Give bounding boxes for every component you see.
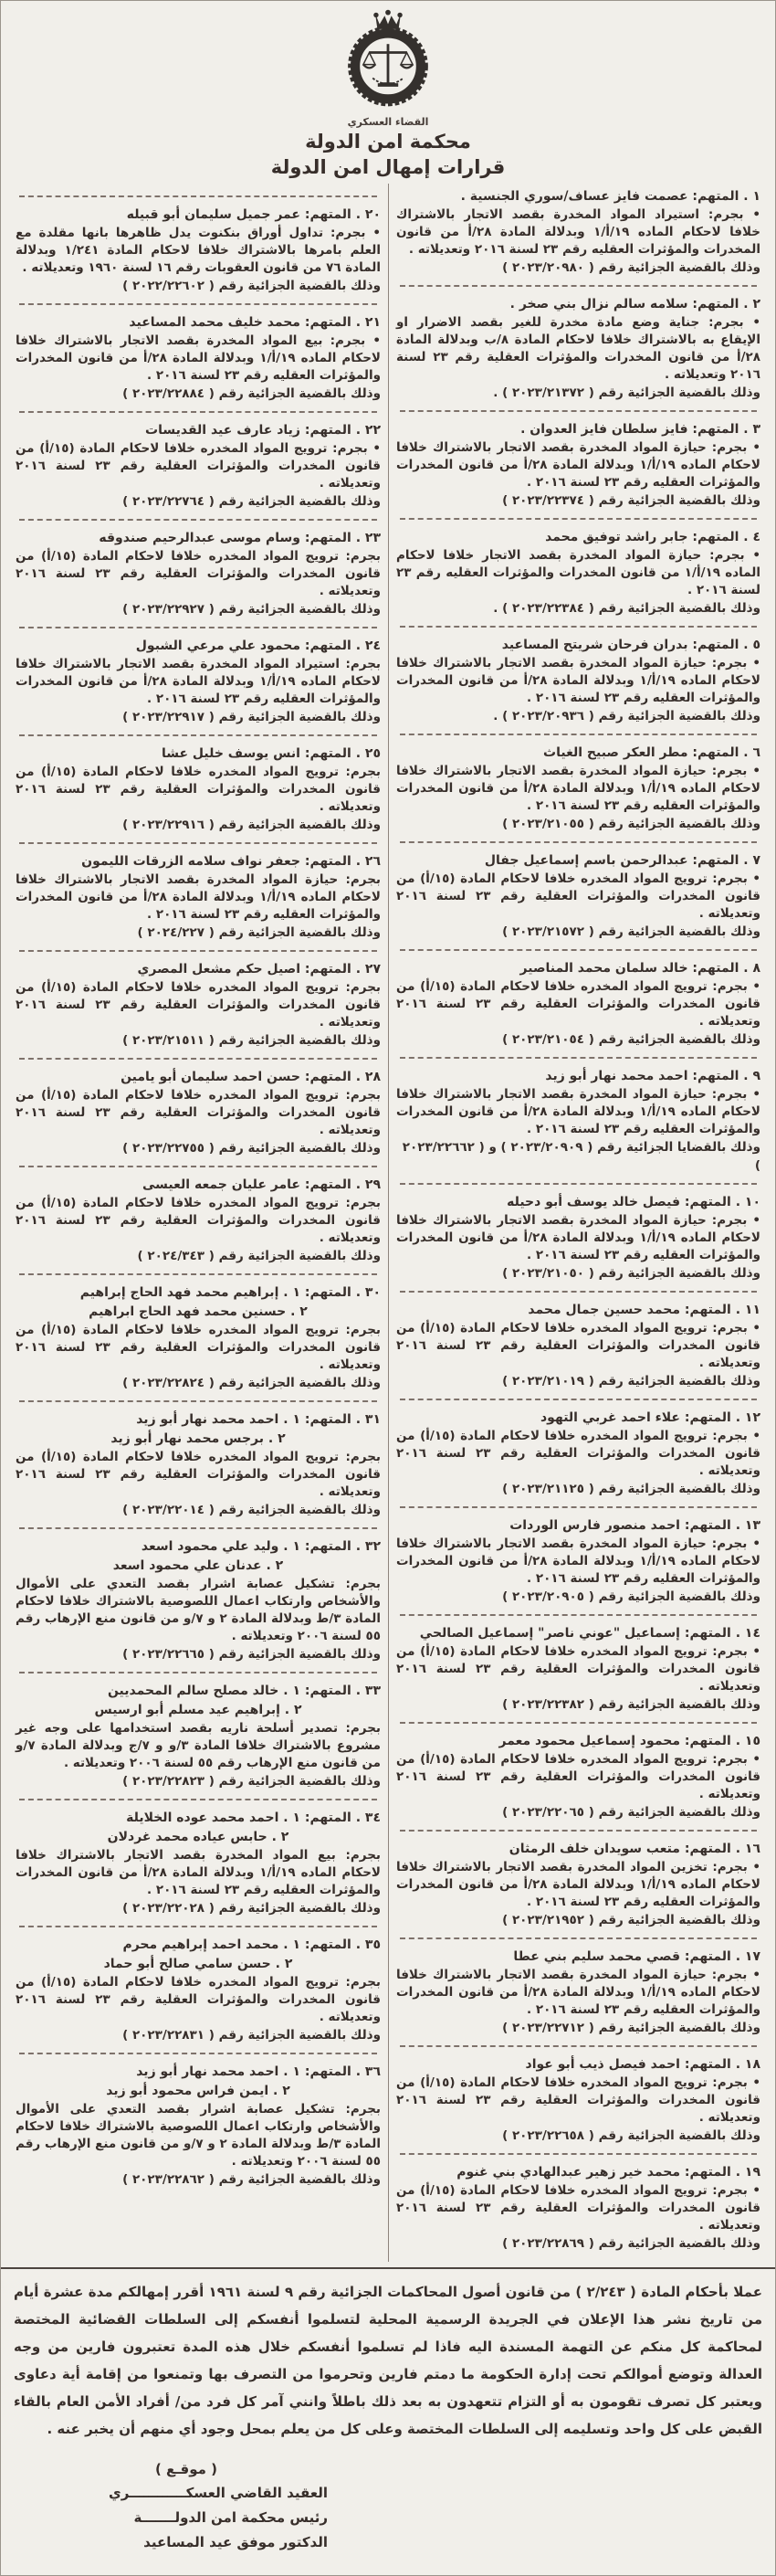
entry-separator [19,734,377,736]
defendant-entry [396,2163,760,2253]
signature-position: رئيس محكمة امن الدولـــــــة [133,2509,328,2526]
case-number-line: وذلك بالقضية الجزائية رقم ( ٢٠٢٣/٢٢٨٣١ ) [122,2028,381,2043]
case-number-line: وذلك بالقضية الجزائية رقم ( ٢٠٢٣/٢١٠١٩ ) [502,1374,760,1388]
defendant-name-line: ٢٣ . المتهم: وسام موسى عبدالرحيم صندوقه [99,531,381,545]
charge-text: بجرم: تشكيل عصابة اشرار بقصد التعدي على الأموال والأشخاص وارتكاب اعمال اللصوصية بالاشتراك خلافا لاحكام المادة ٣/ط وبدلالة المادة ٢ و ٧/و من قانون منع الإرهاب رقم ٥٥ لسنة ٢٠٠٦ وتعديلاته . [16,2102,381,2169]
entry-separator [400,2153,757,2155]
defendant-name-line: ٢٩ . المتهم: عامر عليان جمعه العيسى [142,1177,381,1192]
case-number-line: وذلك بالقضية الجزائية رقم ( ٢٠٢٣/٢١٥١١ ) [122,1033,381,1048]
defendant-extra-name: ٢ . حسنين محمد فهد الحاج ابراهيم [89,1304,308,1319]
defendant-name-line: ٤ . المتهم: جابر راشد توفيق محمد [545,530,760,544]
defendant-name-line: ١٤ . المتهم: إسماعيل "عوني ناصر" إسماعيل الصالحي [419,1626,760,1641]
defendant-entry [16,313,381,403]
defendant-name-line: ٣٥ . المتهم: ١ . محمد احمد إبراهيم محرم [122,1937,381,1952]
entry-separator [400,1830,757,1832]
charge-text: بجرم: ترويج المواد المخدره خلافا لاحكام المادة (١٥/أ) من قانون المخدرات والمؤثرات العقلية رقم ٢٣ لسنة ٢٠١٦ وتعديلاته . [16,980,382,1029]
entry-separator [400,285,757,287]
case-number-line: وذلك بالقضية الجزائية رقم ( ٢٠٢٣/٢١٣٧٢ ) . [493,385,760,400]
defendant-entry [16,852,381,942]
case-number-line: وذلك بالقضية الجزائية رقم ( ٢٠٢٣/٢١٩٥٢ ) [502,1913,760,1927]
defendant-entry [396,1409,760,1498]
case-number-line: وذلك بالقضية الجزائية رقم ( ٢٠٢٣/٢٢٨٢٤ ) [122,1376,381,1390]
defendant-entry [16,1537,381,1663]
case-number-line: وذلك بالقضية الجزائية رقم ( ٢٠٢٣/٢٢٣٨٤ ) . [493,601,760,616]
defendant-name-line: ٣١ . المتهم: ١ . احمد محمد نهار أبو زيد [136,1412,381,1427]
entry-separator [19,195,377,197]
case-number-line: وذلك بالقضية الجزائية رقم ( ٢٠٢٢/٢٢٦٠٢ ) [122,279,381,293]
case-number-line: وذلك بالقضية الجزائية رقم ( ٢٠٢٤/٢٢٧ ) [137,925,381,940]
case-number-line: وذلك بالقضية الجزائية رقم ( ٢٠٢٣/٢٢٧١٢ ) [502,2021,760,2035]
case-number-line: وذلك بالقضية الجزائية رقم ( ٢٠٢٣/٢١٠٥٤ ) [502,1032,760,1047]
charge-text: • بجرم: حيازة المواد المخدرة بقصد الاتجار خلافا لاحكام الماده ١٩/أ/١ من قانون المخدرات والمؤثرات العقليه رقم ٢٣ لسنة ٢٠١٦ . [396,548,760,597]
case-number-line: وذلك بالقضية الجزائية رقم ( ٢٠٢٣/٢١١٢٥ ) [502,1482,760,1496]
defendant-entry [16,1410,381,1519]
case-number-line: وذلك بالقضية الجزائية رقم ( ٢٠٢٣/٢١٥٧٢ ) [502,924,760,939]
charge-text: • بجرم: ترويج المواد المخدره خلافا لاحكام المادة (١٥/أ) من قانون المخدرات والمؤثرات العقلية رقم ٢٣ لسنة ٢٠١٦ وتعديلاته . [396,871,761,921]
charge-text: • بجرم: ترويج المواد المخدره خلافا لاحكام المادة (١٥/أ) من قانون المخدرات والمؤثرات العقلية رقم ٢٣ لسنة ٢٠١٦ وتعديلاته . [396,979,761,1029]
case-number-line: وذلك بالقضية الجزائية رقم ( ٢٠٢٣/٢٠٩٨٠ ) [502,260,760,275]
entry-separator [19,627,377,628]
charge-text: • بجرم: ترويج المواد المخدره خلافا لاحكام المادة (١٥/أ) من قانون المخدرات والمؤثرات العقلية رقم ٢٣ لسنة ٢٠١٦ وتعديلاته . [396,1644,761,1694]
case-number-line: وذلك بالقضية الجزائية رقم ( ٢٠٢٣/٢١٠٥٠ ) [502,1266,760,1281]
military-judiciary-calligraphy: القضاء العسكري [347,116,429,128]
defendant-extra-name: ٢ . برجس محمد نهار أبو زيد [110,1431,286,1446]
entry-separator [400,949,757,951]
case-number-line: وذلك بالقضية الجزائية رقم ( ٢٠٢٣/٢٢٠١٤ ) [122,1503,381,1517]
defendant-name-line: ٢٨ . المتهم: حسن احمد سليمان أبو يامين [121,1070,381,1084]
defendant-name-line: ٨ . المتهم: خالد سلمان محمد المناصير [519,961,760,976]
charge-text: • بجرم: ترويج المواد المخدره خلافا لاحكام المادة (١٥/أ) من قانون المخدرات والمؤثرات العقلية رقم ٢٣ لسنة ٢٠١٦ وتعديلاته . [396,1321,761,1370]
defendant-name-line: ١٠ . المتهم: فيصل خالد يوسف أبو دحيله [507,1195,760,1209]
charge-text: بجرم: ترويج المواد المخدره خلافا لاحكام المادة (١٥/أ) من قانون المخدرات والمؤثرات العقلية رقم ٢٣ لسنة ٢٠١٦ وتعديلاته . [16,1196,382,1245]
entry-separator [19,303,377,305]
entry-separator [400,1291,757,1293]
entry-separator [19,1527,377,1529]
case-number-line: وذلك بالقضية الجزائية رقم ( ٢٠٢٣/٢٢٩١٧ ) [122,710,381,724]
entry-separator [19,1058,377,1060]
defendant-name-line: ٦ . المتهم: مطر العكر صبيح الغياث [543,745,760,760]
scales-of-justice-emblem [337,8,439,114]
case-number-line: وذلك بالقضية الجزائية رقم ( ٢٠٢٣/٢٢٩٢٧ ) [122,602,381,617]
case-number-line: وذلك بالقضية الجزائية رقم ( ٢٠٢٣/٢٢٣٨٢ ) [502,1697,760,1712]
defendant-name-line: ٥ . المتهم: بدران فرحان شريتح المساعيد [501,638,760,652]
entry-separator [19,842,377,844]
defendant-extra-name: ٢ . حابس عياده محمد غردلان [107,1830,289,1844]
defendant-extra-name: ٢ . إبراهيم عيد مسلم أبو ارسيس [94,1703,302,1717]
entry-separator [400,2045,757,2047]
charge-text: • بجرم: استيراد المواد المخدرة بقصد الاتجار بالاشتراك خلافا لاحكام الماده ١٩/أ/١ وبدلالة المادة ٢٨/أ من قانون المخدرات والمؤثرات العقليه رقم ٢٣ لسنة ٢٠١٦ وتعديلاته . [396,207,760,257]
case-number-line: وذلك بالقضية الجزائية رقم ( ٢٠٢٣/٢٢٣٧٤ ) [502,493,760,508]
defendant-entry [396,1301,760,1390]
charge-text: • بجرم: ترويج المواد المخدره خلافا لاحكام المادة (١٥/أ) من قانون المخدرات والمؤثرات العقلية رقم ٢٣ لسنة ٢٠١٦ وتعديلاته . [396,1752,761,1801]
charge-text: • بجرم: ترويج المواد المخدره خلافا لاحكام المادة (١٥/أ) من قانون المخدرات والمؤثرات العقلية رقم ٢٣ لسنة ٢٠١٦ وتعديلاته . [396,2075,761,2125]
case-number-line: وذلك بالقضية الجزائية رقم ( ٢٠٢٣/٢٠٩٠٥ ) [502,1589,760,1604]
defendant-entry [396,420,760,510]
charge-text: بجرم: ترويج المواد المخدره خلافا لاحكام المادة (١٥/أ) من قانون المخدرات والمؤثرات العقلية رقم ٢٣ لسنة ٢٠١٦ وتعديلاته . [16,549,382,598]
entry-separator [19,411,377,413]
court-title: محكمة امن الدولة [305,131,471,153]
case-number-line: وذلك بالقضية الجزائية رقم ( ٢٠٢٣/٢٢٨٦٩ ) [502,2236,760,2251]
entry-separator [400,1183,757,1185]
defendant-name-line: ٢٦ . المتهم: جعفر نواف سلامه الزرقات الليمون [81,854,381,869]
charge-text: بجرم: تشكيل عصابة اشرار بقصد التعدي على الأموال والأشخاص وارتكاب اعمال اللصوصية بالاشتراك خلافا لاحكام المادة ٣/ط وبدلالة المادة ٢ و ٧/و من قانون منع الإرهاب رقم ٥٥ لسنة ٢٠٠٦ وتعديلاته . [16,1577,381,1643]
defendant-entry [396,2055,760,2145]
defendant-name-line: ٣٤ . المتهم: ١ . احمد محمد عوده الخلايلة [126,1811,381,1825]
case-number-line: وذلك بالقضية الجزائية رقم ( ٢٠٢٣/٢٢٠٢٨ ) [122,1901,381,1916]
defendant-entry [396,528,760,618]
defendant-entry [16,637,381,726]
entry-separator [400,1506,757,1508]
defendant-entry [396,295,760,402]
charge-text: • بجرم: حيازة المواد المخدرة بقصد الاتجار بالاشتراك خلافا لاحكام الماده ١٩/أ/١ وبدلالة المادة ٢٨/أ من قانون المخدرات والمؤثرات العقليه رقم ٢٣ لسنة ٢٠١٦ . [396,656,760,705]
defendant-entry [16,2063,381,2189]
defendant-name-line: ١٥ . المتهم: محمود إسماعيل محمود معمر [498,1734,760,1748]
defendant-name-line: ٣٠ . المتهم: ١ . إبراهيم محمد فهد الحاج إبراهيم [79,1285,381,1300]
signature-rank: العقيد القاضي العسكــــــــــــري [109,2485,328,2501]
charge-text: • بجرم: حيازة المواد المخدرة بقصد الاتجار بالاشتراك خلافا لاحكام الماده ١٩/أ/١ وبدلالة المادة ٢٨/أ من قانون المخدرات والمؤثرات العقليه رقم ٢٣ لسنة ٢٠١٦ . [396,1213,760,1262]
charge-text: • بجرم: جناية وضع مادة مخدرة للغير بقصد الاضرار او الإيقاع به بالاشتراك خلافا لاحكام المادة ٨/ب وبدلالة المادة ٢٨/أ من قانون المخدرات والمؤثرات العقلية رقم ٢٣ لسنة ٢٠١٦ وتعديلاته . [396,315,760,382]
entry-separator [400,1937,757,1939]
entry-separator [19,1273,377,1275]
entry-separator [400,1614,757,1616]
charge-text: بجرم: حيازة المواد المخدرة بقصد الاتجار بالاشتراك خلافا لاحكام الماده ١٩/أ/١ وبدلالة المادة ٢٨/أ من قانون المخدرات والمؤثرات العقليه رقم ٢٣ لسنة ٢٠١٦ . [16,872,381,922]
case-number-line: وذلك بالقضية الجزائية رقم ( ٢٠٢٣/٢٢٧٥٥ ) [122,1141,381,1156]
case-number-line: وذلك بالقضية الجزائية رقم ( ٢٠٢٤/٣٤٣ ) [137,1249,381,1263]
defendant-entry [396,851,760,941]
entry-separator [19,1672,377,1673]
charge-text: • بجرم: حيازة المواد المخدرة بقصد الاتجار بالاشتراك خلافا لاحكام الماده ١٩/أ/١ وبدلالة المادة ٢٨/أ من قانون المخدرات والمؤثرات العقليه رقم ٢٣ لسنة ٢٠١٦ . [396,440,760,490]
entry-separator [400,1057,757,1059]
charge-text: • بجرم: ترويج المواد المخدره خلافا لاحكام المادة (١٥/أ) من قانون المخدرات والمؤثرات العقلية رقم ٢٣ لسنة ٢٠١٦ وتعديلاته . [396,1429,761,1478]
defendant-entry [16,421,381,511]
charge-text: بجرم: تصدير أسلحة ناريه بقصد استخدامها على وجه غير مشروع بالاشتراك خلافا المادة ٣/و و ٧/ج وبدلالة المادة ٧/و من قانون منع الإرهاب رقم ٥٥ لسنة ٢٠٠٦ وتعديلاته . [16,1721,381,1770]
defendant-name-line: ٣ . المتهم: فايز سلطان فايز العدوان . [520,422,760,437]
charge-text: • بجرم: تخزين المواد المخدرة بقصد الاتجار بالاشتراك خلافا لاحكام الماده ١٩/أ/١ وبدلالة المادة ٢٨/أ من قانون المخدرات والمؤثرات العقليه رقم ٢٣ لسنة ٢٠١٦ . [396,1860,760,1909]
entry-separator [400,841,757,843]
defendant-entry [16,1809,381,1917]
notice-columns [1,184,775,2262]
defendant-name-line: ١٧ . المتهم: قصي محمد سليم بني عطا [513,1949,760,1964]
entry-separator [19,1166,377,1167]
entry-separator [19,519,377,521]
defendant-entry [16,1176,381,1265]
case-number-line: وذلك بالقضية الجزائية رقم ( ٢٠٢٣/٢٢٨٢٣ ) [122,1774,381,1789]
defendant-name-line: ١ . المتهم: عصمت فايز عساف/سوري الجنسية . [460,189,760,204]
charge-text: • بجرم: تداول أوراق بنكنوت يدل ظاهرها بانها مقلدة مع العلم بامرها بالاشتراك خلافا لاحكام المادة ١/٢٤١ وبدلالة المادة ٧٦ من قانون العقوبات رقم ١٦ لسنة ١٩٦٠ وتعديلاته . [16,226,381,275]
defendant-name-line: ١٩ . المتهم: محمد خير زهير عبدالهادي بني غنوم [456,2165,760,2180]
defendant-entry [396,1948,760,2037]
entry-separator [19,2053,377,2054]
entry-separator [400,1399,757,1400]
charge-text: بجرم: ترويج المواد المخدره خلافا لاحكام المادة (١٥/أ) من قانون المخدرات والمؤثرات العقلية رقم ٢٣ لسنة ٢٠١٦ وتعديلاته . [16,1975,382,2024]
case-number-line: وذلك بالقضية الجزائية رقم ( ٢٠٢٣/٢١٠٥٥ ) [502,817,760,831]
defendant-name-line: ١٣ . المتهم: احمد منصور فارس الوردات [509,1518,760,1533]
charge-text: • بجرم: حيازة المواد المخدرة بقصد الاتجار بالاشتراك خلافا لاحكام الماده ١٩/أ/١ وبدلالة المادة ٢٨/أ من قانون المخدرات والمؤثرات العقليه رقم ٢٣ لسنة ٢٠١٦ . [396,1968,760,2017]
entry-separator [19,1400,377,1402]
defendant-entry [16,1283,381,1392]
defendant-name-line: ٢٠ . المتهم: عمر جميل سليمان أبو قبيله [126,207,381,222]
defendant-entry [396,636,760,725]
case-number-line: وذلك بالقضية الجزائية رقم ( ٢٠٢٣/٢٢٦٦٥ ) [122,1647,381,1662]
entry-separator [400,1722,757,1724]
charge-text: • بجرم: ترويج المواد المخدره خلافا لاحكام المادة (١٥/أ) من قانون المخدرات والمؤثرات العقلية رقم ٢٣ لسنة ٢٠١٦ وتعديلاته . [16,441,382,491]
defendant-entry [396,959,760,1049]
case-number-line: وذلك بالقضية الجزائية رقم ( ٢٠٢٣/٢٢٨٨٤ ) [122,386,381,401]
defendant-extra-name: ٢ . ايمن فراس محمود أبو زيد [106,2084,290,2098]
notice-subtitle: قرارات إمهال امن الدولة [270,156,506,178]
defendant-name-line: ٢٢ . المتهم: زياد عارف عيد القديسات [145,423,381,438]
signature-stamp-label: ( موقـع ) [154,2461,218,2477]
charge-text: بجرم: ترويج المواد المخدره خلافا لاحكام المادة (١٥/أ) من قانون المخدرات والمؤثرات العقلية رقم ٢٣ لسنة ٢٠١٦ وتعديلاته . [16,1323,382,1372]
defendant-entry [396,744,760,833]
charge-text: • بجرم: حيازة المواد المخدرة بقصد الاتجار بالاشتراك خلافا لاحكام الماده ١٩/أ/١ وبدلالة المادة ٢٨/أ من قانون المخدرات والمؤثرات العقليه رقم ٢٣ لسنة ٢٠١٦ . [396,1536,760,1586]
defendant-name-line: ٣٢ . المتهم: ١ . وليد علي محمود اسعد [141,1539,381,1554]
defendant-entry [16,1068,381,1157]
charge-text: بجرم: ترويج المواد المخدره خلافا لاحكام المادة (١٥/أ) من قانون المخدرات والمؤثرات العقلية رقم ٢٣ لسنة ٢٠١٦ وتعديلاته . [16,765,382,814]
column-entries-1-19 [388,184,768,2262]
defendant-entry [16,1936,381,2044]
defendant-entry [396,1840,760,1929]
defendant-name-line: ٢١ . المتهم: محمد خليف محمد المساعيد [129,315,381,330]
column-entries-20-36 [8,184,388,2262]
case-number-line: وذلك بالقضية الجزائية رقم ( ٢٠٢٣/٢٢٧٦٤ ) [122,494,381,509]
legal-footer-paragraph: عملا بأحكام المادة ( ٢/٢٤٣ ) من قانون أصول المحاكمات الجزائية رقم ٩ لسنة ١٩٦١ أقرر إمهالكم مدة عشرة أيام من تاريخ نشر هذا الإعلان في الجريدة الرسمية المحلية لتسلموا أنفسكم إلى السلطات القضائية المختصة لمحاكمة كل منكم عن التهمة المسندة اليه فاذا لم تسلموا أنفسكم خلال هذه المدة تعتبرون فارين من وجه العدالة وتوضع أموالكم تحت إدارة الحكومة ما دمتم فارين وتحرموا من التصرف بها وتمنعوا من إقامة أية دعاوى ويعتبر كل تصرف تقومون به أو التزام تتعهدون به بعد ذلك باطلاً وانني آمر كل فرد من/ أفراد الأمن العام بالقاء القبض على كل واحد وتسليمه إلى السلطات المختصة وعلى كل من يعلم بمحل وجود أي منهم أن يخبر عنه . [1,2267,775,2454]
case-number-line: وذلك بالقضية الجزائية رقم ( ٢٠٢٣/٢٢٠٦٥ ) [502,1805,760,1820]
charge-text: بجرم: ترويج المواد المخدره خلافا لاحكام المادة (١٥/أ) من قانون المخدرات والمؤثرات العقلية رقم ٢٣ لسنة ٢٠١٦ وتعديلاته . [16,1450,382,1499]
charge-text: • بجرم: حيازة المواد المخدرة بقصد الاتجار بالاشتراك خلافا لاحكام الماده ١٩/أ/١ وبدلالة المادة ٢٨/أ من قانون المخدرات والمؤثرات العقليه رقم ٢٣ لسنة ٢٠١٦ . [396,764,760,813]
defendant-entry [396,1067,760,1175]
entry-separator [400,626,757,628]
defendant-entry [396,1516,760,1606]
charge-text: • بجرم: بيع المواد المخدرة بقصد الاتجار بالاشتراك خلافا لاحكام الماده ١٩/أ/١ وبدلالة المادة ٢٨/أ من قانون المخدرات والمؤثرات العقليه رقم ٢٣ لسنة ٢٠١٦ . [16,333,381,383]
case-number-line: وذلك بالقضايا الجزائية رقم ( ٢٠٢٣/٢٠٩٠٩ ) و ( ٢٠٢٣/٢٢٦٦٢ ) [402,1140,760,1173]
entry-separator [400,518,757,520]
case-number-line: وذلك بالقضية الجزائية رقم ( ٢٠٢٣/٢٢٩١٦ ) [122,818,381,832]
entry-separator [19,950,377,952]
defendant-name-line: ٢٧ . المتهم: اصيل حكم مشعل المصري [137,962,381,977]
defendant-entry [16,529,381,618]
charge-text: بجرم: استيراد المواد المخدرة بقصد الاتجار بالاشتراك خلافا لاحكام الماده ١٩/أ/١ وبدلالة المادة ٢٨/أ من قانون المخدرات والمؤثرات العقليه رقم ٢٣ لسنة ٢٠١٦ . [16,657,381,706]
defendant-entry [16,960,381,1050]
entry-separator [19,1799,377,1800]
defendant-name-line: ٩ . المتهم: احمد محمد نهار أبو زيد [545,1069,760,1083]
defendant-name-line: ٢٥ . المتهم: انس يوسف خليل عشا [161,746,381,761]
case-number-line: وذلك بالقضية الجزائية رقم ( ٢٠٢٣/٢٢٨٦٢ ) [122,2172,381,2187]
defendant-entry [396,1624,760,1714]
defendant-name-line: ٢٤ . المتهم: محمود علي مرعي الشبول [135,639,381,653]
charge-text: • بجرم: حيازة المواد المخدرة بقصد الاتجار بالاشتراك خلافا لاحكام الماده ١٩/أ/١ وبدلالة المادة ٢٨/أ من قانون المخدرات والمؤثرات العقليه رقم ٢٣ لسنة ٢٠١٦ . [396,1087,760,1136]
defendant-name-line: ٢ . المتهم: سلامه سالم نزال بني صخر . [509,297,760,311]
charge-text: بجرم: بيع المواد المخدرة بقصد الاتجار بالاشتراك خلافا لاحكام الماده ١٩/أ/١ وبدلالة المادة ٢٨/أ من قانون المخدرات والمؤثرات العقليه رقم ٢٣ لسنة ٢٠١٦ . [16,1848,381,1897]
defendant-extra-name: ٢ . حسن سامي صالح أبو حماد [103,1957,293,1971]
defendant-name-line: ١١ . المتهم: محمد حسين جمال محمد [528,1303,760,1317]
entry-separator [400,734,757,735]
defendant-extra-name: ٢ . عدنان علي محمود اسعد [112,1558,284,1573]
defendant-name-line: ٣٦ . المتهم: ١ . احمد محمد نهار أبو زيد [136,2064,381,2079]
defendant-entry [396,187,760,277]
defendant-name-line: ١٢ . المتهم: علاء احمد غربي التهود [540,1410,760,1425]
defendant-name-line: ٣٣ . المتهم: ١ . خالد مصلح سالم المحمديين [107,1684,381,1698]
case-number-line: وذلك بالقضية الجزائية رقم ( ٢٠٢٣/٢٠٩٣٦ ) . [493,709,760,723]
charge-text: • بجرم: ترويج المواد المخدره خلافا لاحكام المادة (١٥/أ) من قانون المخدرات والمؤثرات العقلية رقم ٢٣ لسنة ٢٠١٦ وتعديلاته . [396,2183,761,2233]
signature-name: الدكتور موفق عيد المساعيد [143,2534,328,2550]
notice-header [1,1,775,178]
charge-text: بجرم: ترويج المواد المخدره خلافا لاحكام المادة (١٥/أ) من قانون المخدرات والمؤثرات العقلية رقم ٢٣ لسنة ٢٠١٦ وتعديلاته . [16,1088,382,1137]
entry-separator [19,1926,377,1927]
defendant-name-line: ٧ . المتهم: عبدالرحمن باسم إسماعيل جفال [484,853,760,868]
defendant-entry [16,744,381,834]
signature-inner [45,2457,328,2555]
defendant-entry [16,1682,381,1790]
entry-separator [400,410,757,412]
defendant-entry [16,206,381,295]
defendant-entry [396,1193,760,1283]
case-number-line: وذلك بالقضية الجزائية رقم ( ٢٠٢٣/٢٢٦٥٨ ) [502,2128,760,2143]
defendant-name-line: ١٨ . المتهم: احمد فيصل ذيب أبو عواد [525,2057,760,2072]
signature-block [1,2454,775,2575]
defendant-entry [396,1732,760,1821]
defendant-name-line: ١٦ . المتهم: متعب سويدان خلف الرمثان [509,1842,760,1856]
